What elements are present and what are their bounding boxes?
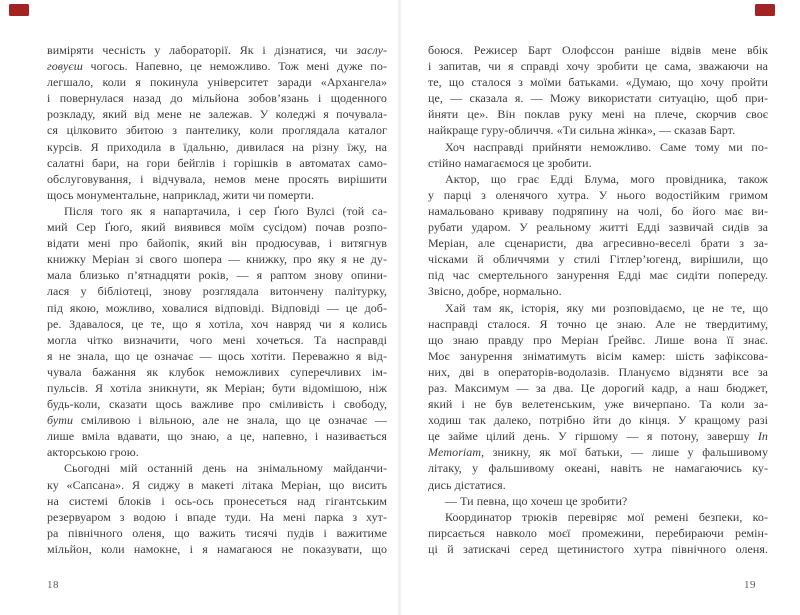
text-line: акторською грою. bbox=[47, 445, 139, 460]
page-right-text bbox=[428, 42, 768, 557]
text-line: раз. Максимум — за два. Це дорогий кадр, а наш бюджет, bbox=[428, 380, 768, 395]
text-line: Звісно, добре, нормально. bbox=[428, 284, 562, 299]
red-corner-mark-right-icon bbox=[755, 4, 775, 16]
page-gutter-divider bbox=[397, 0, 402, 615]
page-left-text bbox=[47, 42, 387, 557]
text-line: ходиш так далеко, потрібно йти до кінця. У кращому разі bbox=[428, 413, 768, 428]
text-line: будь-коли, сказати щось важливе про сміливість і свободу, bbox=[47, 397, 387, 412]
text-line: резервуаром з водою і впаде туди. На мені парка з хут- bbox=[47, 509, 387, 524]
text-line: ці й затискачі серед щетинистого хутра північного оленя. bbox=[428, 541, 768, 556]
page-number-right: 19 bbox=[744, 579, 756, 591]
text-line: могла чітко визначити, чого мені хочеться. Та насправді bbox=[47, 332, 387, 347]
text-line: Координатор трюків перевіряє мої ремені безпеки, ко- bbox=[445, 509, 768, 524]
text-line: — Ти певна, що хочеш це зробити? bbox=[445, 493, 628, 508]
text-line: обслуговування, і відчувала, немов мене просять вирішити bbox=[47, 171, 387, 186]
page-number-left: 18 bbox=[47, 579, 59, 591]
text-line: мільйон, коли намокне, і я намагаюся не показувати, що bbox=[47, 541, 387, 556]
text-line: них, дві в операторів-водолазів. Плануємо відзняти все за bbox=[428, 364, 768, 379]
text-line: легшало, коли я покинула університет заради «Архангела» bbox=[47, 75, 387, 90]
text-line: літаку, у фальшивому океані, навіть не намагаючись ку- bbox=[428, 461, 768, 476]
text-line: чісками й обличчями у стилі Гітлер’югенд, вирішили, що bbox=[428, 252, 768, 267]
text-line: це займе цілий день. У гіршому — я потону, завершу In bbox=[428, 429, 768, 444]
text-line: ре. Здавалося, це те, що я хотіла, хоч навряд чи я колись bbox=[47, 316, 387, 331]
text-line: розкладу, який від мене не залежав. У коледжі я почувала- bbox=[47, 107, 387, 122]
text-line: Хай там як, історія, яку ми розповідаємо, це не те, що bbox=[445, 300, 768, 315]
text-line: насправді сталося. Я точно це знаю. Але не твердитиму, bbox=[428, 316, 768, 331]
text-line: салатні бари, на гори бейглів і горішків в автоматах само- bbox=[47, 155, 387, 170]
text-line: найкраще гуру-обличчя. «Ти сильна жінка», — сказав Барт. bbox=[428, 123, 736, 138]
text-line: під час смертельного занурення Едді має сидіти попереду. bbox=[428, 268, 768, 283]
text-line: лася у бібліотеці, знову розглядала витончену палітурку, bbox=[47, 284, 387, 299]
text-line: Хоч насправді прийняти неможливо. Саме тому ми по- bbox=[445, 139, 768, 154]
text-line: боюся. Режисер Барт Олофссон раніше відвів мене вбік bbox=[428, 43, 768, 57]
text-line: Актор, що грає Едді Блума, мого провідника, також bbox=[445, 171, 768, 186]
text-line: пирсається навколо моєї промежини, перебираючи ремін- bbox=[428, 525, 768, 540]
text-line: під якою, можливо, ховалися відповіді. Відповіді — це доб- bbox=[47, 300, 387, 315]
text-line: рубати ударом. У реальному житті Едді зазвичай сидів за bbox=[428, 220, 768, 235]
text-line: говуєш чогось. Напевно, це неможливо. Тож мені дуже по- bbox=[47, 59, 387, 74]
text-line: це, — сказала я. — Можу використати ситуацію, щоб при- bbox=[428, 91, 768, 106]
page-right bbox=[428, 42, 768, 591]
text-line: я не знала, що це означає — щось хотіти. Переважно я від- bbox=[47, 348, 387, 363]
text-line: щось монументальне, наприклад, жити чи померти. bbox=[47, 187, 315, 202]
red-corner-mark-left-icon bbox=[9, 4, 29, 16]
text-line: мала близько п’ятнадцяти років, — я раптом знову опини- bbox=[47, 268, 387, 283]
page-left bbox=[47, 42, 387, 591]
text-line: намальовано криваву подряпину на чолі, бо його має ви- bbox=[428, 203, 768, 218]
text-line: Меріан, але сценаристи, два агресивно-веселі брати з за- bbox=[428, 236, 768, 251]
text-line: відати мені про байопік, який він продюсував, і витягнув bbox=[47, 236, 387, 251]
text-line: стійно намагаємося це зробити. bbox=[428, 155, 592, 170]
text-line: у парці з оленячого хутра. У нього водостійким гримом bbox=[428, 187, 768, 202]
text-line: мий Сер Ґюґо, який виявився моїм сусідом) почав розпо- bbox=[47, 220, 387, 235]
text-line: і запитав, чи я справді хочу зробити це сама, зважаючи на bbox=[428, 59, 768, 74]
text-line: дись дістатися. bbox=[428, 477, 506, 492]
text-line: ра північного оленя, що важить тисячі пудів і важитиме bbox=[47, 525, 387, 540]
text-line: Моє занурення зніматимуть вісім камер: шість зафіксова- bbox=[428, 348, 768, 363]
text-line: ку «Сапсана». Я сиджу в макеті літака Меріан, що висить bbox=[47, 477, 387, 492]
text-line: чувала бажання як клубок неможливих суперечливих ім- bbox=[47, 364, 387, 379]
text-line: ся цілковито збитою з пантелику, коли проглядала каталог bbox=[47, 123, 387, 138]
text-line: йняти це». Він поклав руку мені на плече, скорчив своє bbox=[428, 107, 768, 122]
text-line: на системі блоків і ось-ось пронесеться над гігантським bbox=[47, 493, 387, 508]
text-line: який і не був велетенським, уже вичерпано. Та коли за- bbox=[428, 397, 768, 412]
text-line: що знаю правду про Меріан Ґрейвс. Лише вона її знає. bbox=[428, 332, 768, 347]
text-line: бути сміливою і вільною, але не знала, що це означає — bbox=[47, 413, 387, 428]
text-line: Сьогодні мій останній день на знімальному майданчи- bbox=[64, 461, 387, 476]
text-line: курсів. Я приходила в їдальню, дивилася на різну їжу, на bbox=[47, 139, 387, 154]
text-line: лише вміла вдавати, що знаю, а це, напевно, і називається bbox=[47, 429, 387, 444]
text-line: виміряти чесність у лабораторії. Як і дізнатися, чи заслу- bbox=[47, 43, 387, 57]
text-line: Memoriam, зникну, як мої батьки, — лише у фальшивому bbox=[428, 445, 768, 460]
text-line: книжку Меріан зі свого шопера — книжку, про яку я не ду- bbox=[47, 252, 387, 267]
text-line: і повернулася назад до мільйона зобов’язань і щоденного bbox=[47, 91, 387, 106]
text-line: Після того як я напартачила, і сер Ґюґо Вулсі (той са- bbox=[64, 203, 387, 218]
text-line: пульсів. Я хотіла зникнути, як Меріан; бути відомішою, ніж bbox=[47, 380, 387, 395]
text-line: те, що сталося з моїми батьками. «Думаю, що хочу пройти bbox=[428, 75, 768, 90]
